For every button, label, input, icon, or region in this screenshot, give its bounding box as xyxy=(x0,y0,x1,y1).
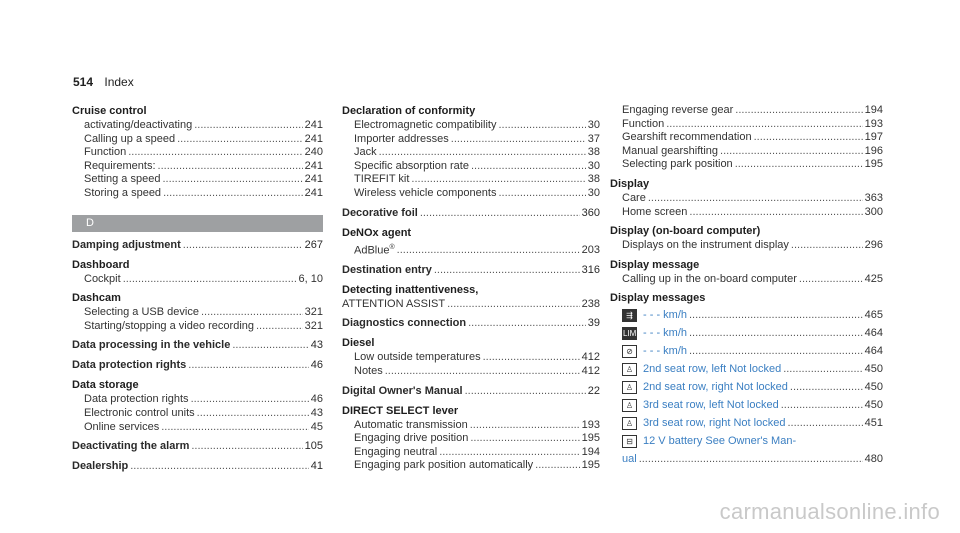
entry-subitem[interactable]: Engaging reverse gear ..... 194 xyxy=(610,104,883,118)
display-message-item[interactable]: ⊟ 12 V battery See Owner's Man- xyxy=(610,432,883,450)
index-entry-data-processing[interactable]: Data processing in the vehicle ..... 43 xyxy=(72,338,323,353)
entry-subitem[interactable]: Jack ..... 38 xyxy=(342,146,600,160)
entry-heading: Diesel xyxy=(342,337,375,350)
entry-subitem[interactable]: ATTENTION ASSIST ..... 238 xyxy=(342,298,600,312)
entry-subitem[interactable]: Gearshift recommendation ..... 197 xyxy=(610,131,883,145)
entry-subitem[interactable]: Function ..... 240 xyxy=(72,146,323,160)
entry-subitem[interactable]: Selecting park position ..... 195 xyxy=(610,158,883,172)
display-message-item[interactable]: ♙ 3rd seat row, right Not locked ..... 451 xyxy=(610,414,883,432)
display-message-item[interactable]: LIM - - - km/h ..... 464 xyxy=(610,324,883,342)
index-column-1 xyxy=(72,104,323,474)
entry-subitem[interactable]: Engaging neutral ..... 194 xyxy=(342,446,600,460)
page-header xyxy=(73,75,134,89)
page-title: Index xyxy=(104,75,134,89)
index-entry-deactivating-alarm[interactable]: Deactivating the alarm ..... 105 xyxy=(72,439,323,454)
entry-heading: Data storage xyxy=(72,379,139,392)
index-entry-damping-adjustment[interactable]: Damping adjustment ..... 267 xyxy=(72,238,323,253)
index-entry-data-protection[interactable]: Data protection rights ..... 46 xyxy=(72,358,323,373)
section-letter-bar: D xyxy=(72,215,323,232)
entry-subitem[interactable]: Setting a speed ..... 241 xyxy=(72,173,323,187)
entry-heading: Dashcam xyxy=(72,292,121,305)
index-entry-decorative-foil[interactable]: Decorative foil ..... 360 xyxy=(342,206,600,221)
entry-heading: DeNOx agent xyxy=(342,226,412,239)
entry-subitem[interactable]: Storing a speed ..... 241 xyxy=(72,187,323,201)
entry-subitem[interactable]: Engaging drive position ..... 195 xyxy=(342,432,600,446)
watermark: carmanualsonline.info xyxy=(719,499,940,524)
entry-subitem[interactable]: Importer addresses ..... 37 xyxy=(342,133,600,147)
entry-heading: Dashboard xyxy=(72,258,130,271)
index-entry-destination-entry[interactable]: Destination entry ..... 316 xyxy=(342,263,600,278)
car-speed-icon: ⇶ xyxy=(622,309,637,322)
entry-heading: DIRECT SELECT lever xyxy=(342,404,459,417)
entry-subitem[interactable]: Manual gearshifting ..... 196 xyxy=(610,145,883,159)
entry-subitem[interactable]: Data protection rights ..... 46 xyxy=(72,393,323,407)
entry-subitem[interactable]: Function ..... 193 xyxy=(610,118,883,132)
display-message-item[interactable]: ♙ 2nd seat row, right Not locked ..... 450 xyxy=(610,378,883,396)
index-column-2 xyxy=(342,104,600,473)
entry-subitem[interactable]: Home screen ..... 300 xyxy=(610,206,883,220)
entry-heading: Cruise control xyxy=(72,105,147,117)
page-number: 514 xyxy=(73,75,94,89)
entry-heading: Display (on-board computer) xyxy=(610,225,761,238)
seatbelt-icon: ♙ xyxy=(622,363,637,376)
entry-subitem[interactable]: Specific absorption rate ..... 30 xyxy=(342,160,600,174)
entry-subitem[interactable]: Automatic transmission ..... 193 xyxy=(342,419,600,433)
entry-subitem[interactable]: Electromagnetic compatibility ..... 30 xyxy=(342,119,600,133)
lim-icon: LIM xyxy=(623,328,637,338)
entry-subitem[interactable]: Displays on the instrument display ..... 296 xyxy=(610,239,883,253)
index-column-3 xyxy=(610,104,883,468)
entry-subitem[interactable]: Care ..... 363 xyxy=(610,192,883,206)
entry-subitem[interactable]: Engaging park position automatically ..... 195 xyxy=(342,459,600,473)
seatbelt-icon: ♙ xyxy=(622,381,637,394)
index-entry-cruise-control xyxy=(72,104,323,201)
display-message-item[interactable]: ♙ 2nd seat row, left Not locked ..... 450 xyxy=(610,360,883,378)
entry-subitem[interactable]: Cockpit ..... 6, 10 xyxy=(72,273,323,287)
display-message-item[interactable]: ⇶ - - - km/h ..... 465 xyxy=(610,306,883,324)
entry-subitem[interactable]: Starting/stopping a video recording ..... 321 xyxy=(72,320,323,334)
seatbelt-icon: ♙ xyxy=(622,417,637,430)
entry-heading: Display xyxy=(610,177,650,190)
entry-subitem[interactable]: Online services ..... 45 xyxy=(72,421,323,435)
index-entry-diagnostics[interactable]: Diagnostics connection ..... 39 xyxy=(342,316,600,331)
entry-subitem[interactable]: Electronic control units ..... 43 xyxy=(72,407,323,421)
entry-subitem[interactable]: Wireless vehicle components ..... 30 xyxy=(342,187,600,201)
entry-subitem[interactable]: AdBlue® ..... 203 xyxy=(342,241,600,258)
entry-heading: Display messages xyxy=(610,292,706,305)
speed-sign-icon: ⊘ xyxy=(622,345,637,358)
index-entry-digital-manual[interactable]: Digital Owner's Manual ..... 22 xyxy=(342,384,600,399)
entry-heading: Detecting inattentiveness, xyxy=(342,283,479,296)
entry-subitem[interactable]: Notes ..... 412 xyxy=(342,365,600,379)
entry-heading: Display message xyxy=(610,258,700,271)
entry-subitem[interactable]: TIREFIT kit ..... 38 xyxy=(342,173,600,187)
entry-subitem[interactable]: Calling up a speed ..... 241 xyxy=(72,133,323,147)
index-entry-dealership[interactable]: Dealership ..... 41 xyxy=(72,459,323,474)
battery-icon: ⊟ xyxy=(622,435,637,448)
entry-subitem[interactable]: Calling up in the on-board computer ..... 425 xyxy=(610,273,883,287)
display-message-item[interactable]: ⊘ - - - km/h ..... 464 xyxy=(610,342,883,360)
entry-heading: Declaration of conformity xyxy=(342,105,476,117)
display-message-item[interactable]: ♙ 3rd seat row, left Not locked ..... 450 xyxy=(610,396,883,414)
seatbelt-icon: ♙ xyxy=(622,399,637,412)
entry-subitem[interactable]: Selecting a USB device ..... 321 xyxy=(72,306,323,320)
entry-subitem[interactable]: Requirements: ..... 241 xyxy=(72,160,323,174)
entry-subitem[interactable]: Low outside temperatures ..... 412 xyxy=(342,351,600,365)
entry-subitem[interactable]: activating/deactivating ..... 241 xyxy=(72,119,323,133)
display-message-item-continued[interactable]: ual ..... 480 xyxy=(610,450,883,468)
